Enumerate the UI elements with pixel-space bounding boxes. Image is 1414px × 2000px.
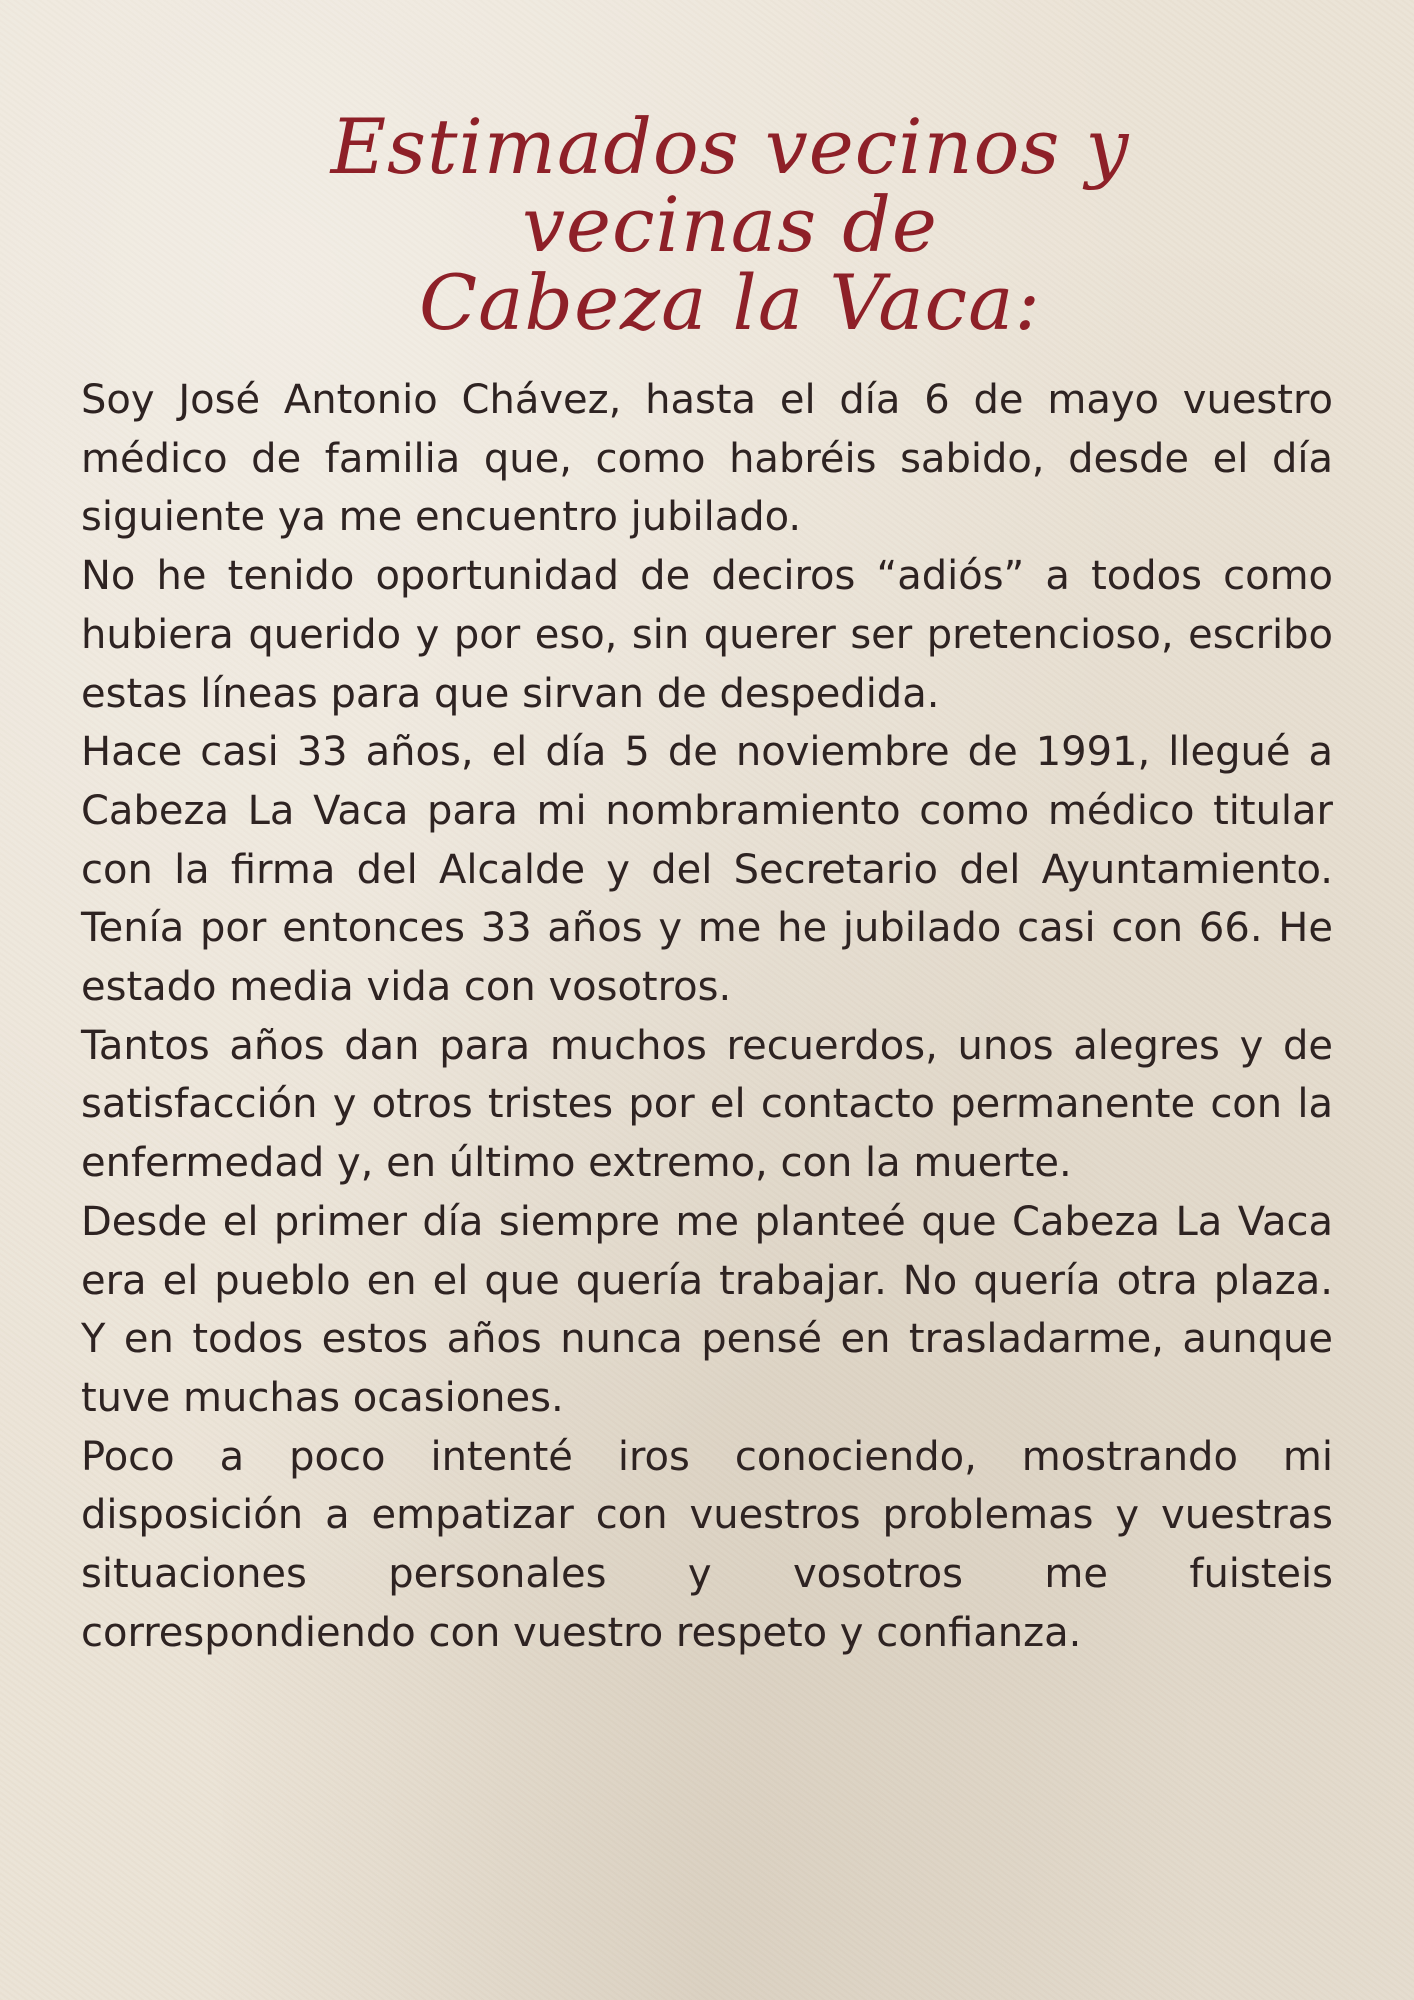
letter-body: [81, 371, 1333, 1662]
paragraph-memories: Tantos años dan para muchos recuerdos, unos alegres y de satisfacción y otros tristes por el contacto permanente con la enfermedad y, en último extremo, con la muerte.: [81, 1022, 1333, 1187]
title-line-2: Cabeza la Vaca:: [418, 258, 1042, 347]
title-line-1: Estimados vecinos y vecinas de: [330, 102, 1130, 269]
letter-greeting-title: [180, 102, 1280, 347]
paragraph-history: Hace casi 33 años, el día 5 de noviembre de 1991, llegué a Cabeza La Vaca para mi nombramiento como médico titular con la firma del Alcalde y del Secretario del Ayuntamiento. Tenía por entonces 33 años y me he jubilado casi con 66. He estado media vida con vosotros.: [81, 729, 1333, 1011]
paragraph-introduction: Soy José Antonio Chávez, hasta el día 6 de mayo vuestro médico de familia que, como habréis sabido, desde el día siguiente ya me encuentro jubilado.: [81, 377, 1333, 541]
paragraph-farewell: No he tenido oportunidad de deciros “adiós” a todos como hubiera querido y por eso, sin querer ser pretencioso, escribo estas líneas para que sirvan de despedida.: [81, 553, 1333, 717]
paragraph-commitment: Desde el primer día siempre me planteé que Cabeza La Vaca era el pueblo en el que quería trabajar. No quería otra plaza. Y en todos estos años nunca pensé en trasladarme, aunque tuve muchas ocasiones.: [81, 1198, 1333, 1421]
paragraph-gratitude: Poco a poco intenté iros conociendo, mostrando mi disposición a empatizar con vuestros problemas y vuestras situaciones personales y vosotros me fuisteis correspondiendo con vuestro respeto y confianza.: [81, 1433, 1333, 1656]
